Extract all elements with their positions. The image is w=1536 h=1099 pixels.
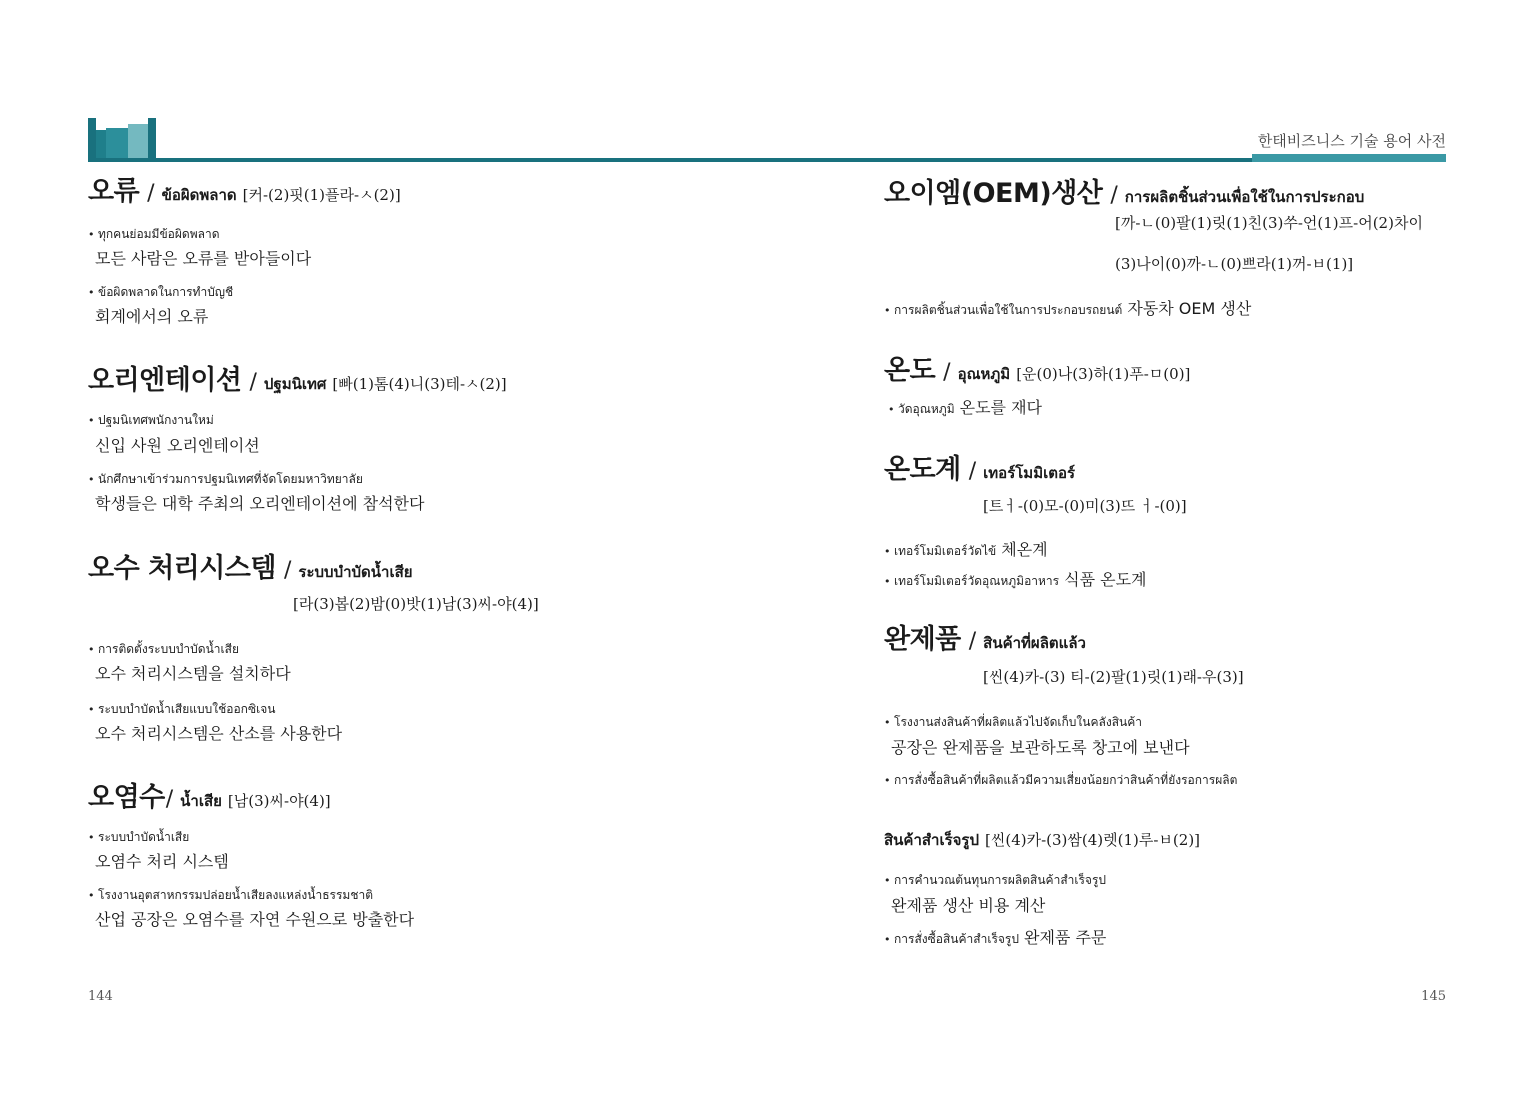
example-thai: • การคำนวณต้นทุนการผลิตสินค้าสำเร็จรูป (884, 870, 1106, 891)
example-korean: 모든 사람은 오류를 받아들이다 (95, 249, 312, 268)
entry-separator: / (968, 629, 977, 654)
page-number-right: 145 (1421, 989, 1446, 1004)
entry-separator: / (943, 360, 951, 385)
entry-separator: / (165, 787, 174, 812)
example-korean: 산업 공장은 오염수를 자연 수원으로 방출한다 (95, 910, 415, 929)
entry-headword-line (88, 175, 401, 209)
entry-separator: / (968, 459, 977, 484)
entry-pronunciation: [까-ㄴ(0)팔(1)릿(1)친(3)쑤-언(1)프-어(2)차이 (1115, 214, 1423, 232)
entry-term: 오이엠(OEM)생산 (884, 178, 1103, 209)
entry-separator: / (147, 181, 155, 206)
example-korean: 신입 사원 오리엔테이션 (95, 436, 260, 455)
example-korean: 체온계 (1001, 540, 1048, 559)
example-row (888, 397, 1042, 420)
example-thai: • โรงงานอุตสาหกรรมปล่อยน้ำเสียลงแหล่งน้ำธรรมชาติ (88, 885, 373, 906)
example-korean: 식품 온도계 (1064, 570, 1147, 589)
example-thai: • ระบบบำบัดน้ำเสีย (88, 827, 189, 848)
example-korean: 완제품 주문 (1023, 928, 1107, 947)
entry-headword-line (884, 354, 1190, 388)
entry-thai: สินค้าสำเร็จรูป (884, 831, 979, 849)
example-row (884, 927, 1106, 950)
entry-thai: การผลิตชิ้นส่วนเพื่อใช้ในการประกอบ (1124, 188, 1365, 206)
entry-separator: / (249, 370, 257, 395)
entry-term: 완제품 (884, 624, 961, 655)
page-number-left: 144 (88, 989, 113, 1004)
entry-pronunciation: [씬(4)카-(3)쌈(4)렛(1)루-ㅂ(2)] (985, 831, 1201, 849)
entry-headword-line (884, 829, 1200, 851)
entry-pronunciation: [커-(2)핏(1)플라-ㅅ(2)] (242, 186, 401, 204)
entry-pronunciation: [운(0)나(3)하(1)푸-ㅁ(0)] (1016, 365, 1191, 383)
example-thai: • ข้อผิดพลาดในการทำบัญชี (88, 282, 233, 303)
entry-term: 온도 (884, 355, 936, 386)
entry-separator: / (1110, 183, 1118, 208)
example-korean: 회계에서의 오류 (95, 307, 209, 326)
entry-term: 온도계 (884, 454, 961, 485)
example-korean: 공장은 완제품을 보관하도록 창고에 보낸다 (891, 738, 1190, 757)
entry-headword-line (884, 177, 1364, 211)
example-thai: • การผลิตชิ้นส่วนเพื่อใช้ในการประกอบรถยนต์ (884, 303, 1122, 317)
header-rule (150, 158, 1252, 162)
entry-headword-line (884, 623, 1086, 657)
entry-pronunciation: [라(3)봅(2)밤(0)밧(1)남(3)씨-야(4)] (293, 595, 539, 613)
example-korean: 자동차 OEM 생산 (1127, 299, 1252, 318)
entry-pronunciation: [씬(4)카-(3) 티-(2)팔(1)릿(1)래-우(3)] (983, 668, 1244, 686)
example-korean: 오수 처리시스템은 산소를 사용한다 (95, 724, 343, 743)
entry-term: 오류 (88, 176, 140, 207)
entry-pronunciation: [빠(1)톰(4)니(3)테-ㅅ(2)] (332, 375, 507, 393)
example-thai: • วัดอุณหภูมิ (888, 402, 955, 416)
example-korean: 완제품 생산 비용 계산 (891, 896, 1046, 915)
entry-thai: สินค้าที่ผลิตแล้ว (983, 634, 1086, 652)
entry-thai: ระบบบำบัดน้ำเสีย (298, 563, 413, 581)
entry-pronunciation: [남(3)씨-야(4)] (227, 792, 331, 810)
example-thai: • ปฐมนิเทศพนักงานใหม่ (88, 410, 214, 431)
example-thai: • โรงงานส่งสินค้าที่ผลิตแล้วไปจัดเก็บในคลังสินค้า (884, 712, 1142, 733)
entry-thai: น้ำเสีย (180, 792, 222, 810)
entry-term: 오염수 (88, 782, 165, 813)
entry-term: 오리엔테이션 (88, 365, 242, 396)
entry-thai: อุณหภูมิ (957, 365, 1011, 383)
example-thai: • การสั่งซื้อสินค้าที่ผลิตแล้วมีความเสี่ยงน้อยกว่าสินค้าที่ยังรอการผลิต (884, 770, 1237, 791)
example-row (884, 539, 1048, 562)
entry-term: 오수 처리시스템 (88, 553, 276, 584)
entry-separator: / (283, 558, 292, 583)
example-thai: • การติดตั้งระบบบำบัดน้ำเสีย (88, 639, 239, 660)
entry-headword-line (88, 552, 413, 586)
entry-thai: เทอร์โมมิเตอร์ (983, 464, 1076, 482)
example-thai: • เทอร์โมมิเตอร์วัดอุณหภูมิอาหาร (884, 574, 1059, 588)
example-row (884, 298, 1251, 321)
entry-thai: ข้อผิดพลาด (161, 186, 237, 204)
header-title: 한태비즈니스 기술 용어 사전 (1257, 132, 1446, 150)
example-thai: • ทุกคนย่อมมีข้อผิดพลาด (88, 224, 220, 245)
entry-headword-line (88, 781, 331, 815)
entry-headword-line (88, 364, 507, 398)
example-thai: • เทอร์โมมิเตอร์วัดไข้ (884, 544, 996, 558)
entry-headword-line (884, 453, 1075, 487)
example-thai: • นักศึกษาเข้าร่วมการปฐมนิเทศที่จัดโดยมหาวิทยาลัย (88, 469, 363, 490)
entry-pronunciation: [트ㅓ-(0)모-(0)미(3)뜨 ㅓ-(0)] (983, 497, 1187, 515)
example-korean: 오수 처리시스템을 설치하다 (95, 664, 291, 683)
entry-pronunciation: (3)나이(0)까-ㄴ(0)쁘라(1)꺼-ㅂ(1)] (1115, 255, 1354, 273)
example-row (884, 569, 1147, 592)
example-korean: 오염수 처리 시스템 (95, 852, 229, 871)
header-logo (88, 116, 160, 162)
header-title-underline (1252, 154, 1446, 162)
entry-thai: ปฐมนิเทศ (263, 375, 327, 393)
example-korean: 온도를 재다 (959, 398, 1042, 417)
example-thai: • การสั่งซื้อสินค้าสำเร็จรูป (884, 932, 1019, 946)
example-korean: 학생들은 대학 주최의 오리엔테이션에 참석한다 (95, 494, 425, 513)
example-thai: • ระบบบำบัดน้ำเสียแบบใช้ออกซิเจน (88, 699, 275, 720)
